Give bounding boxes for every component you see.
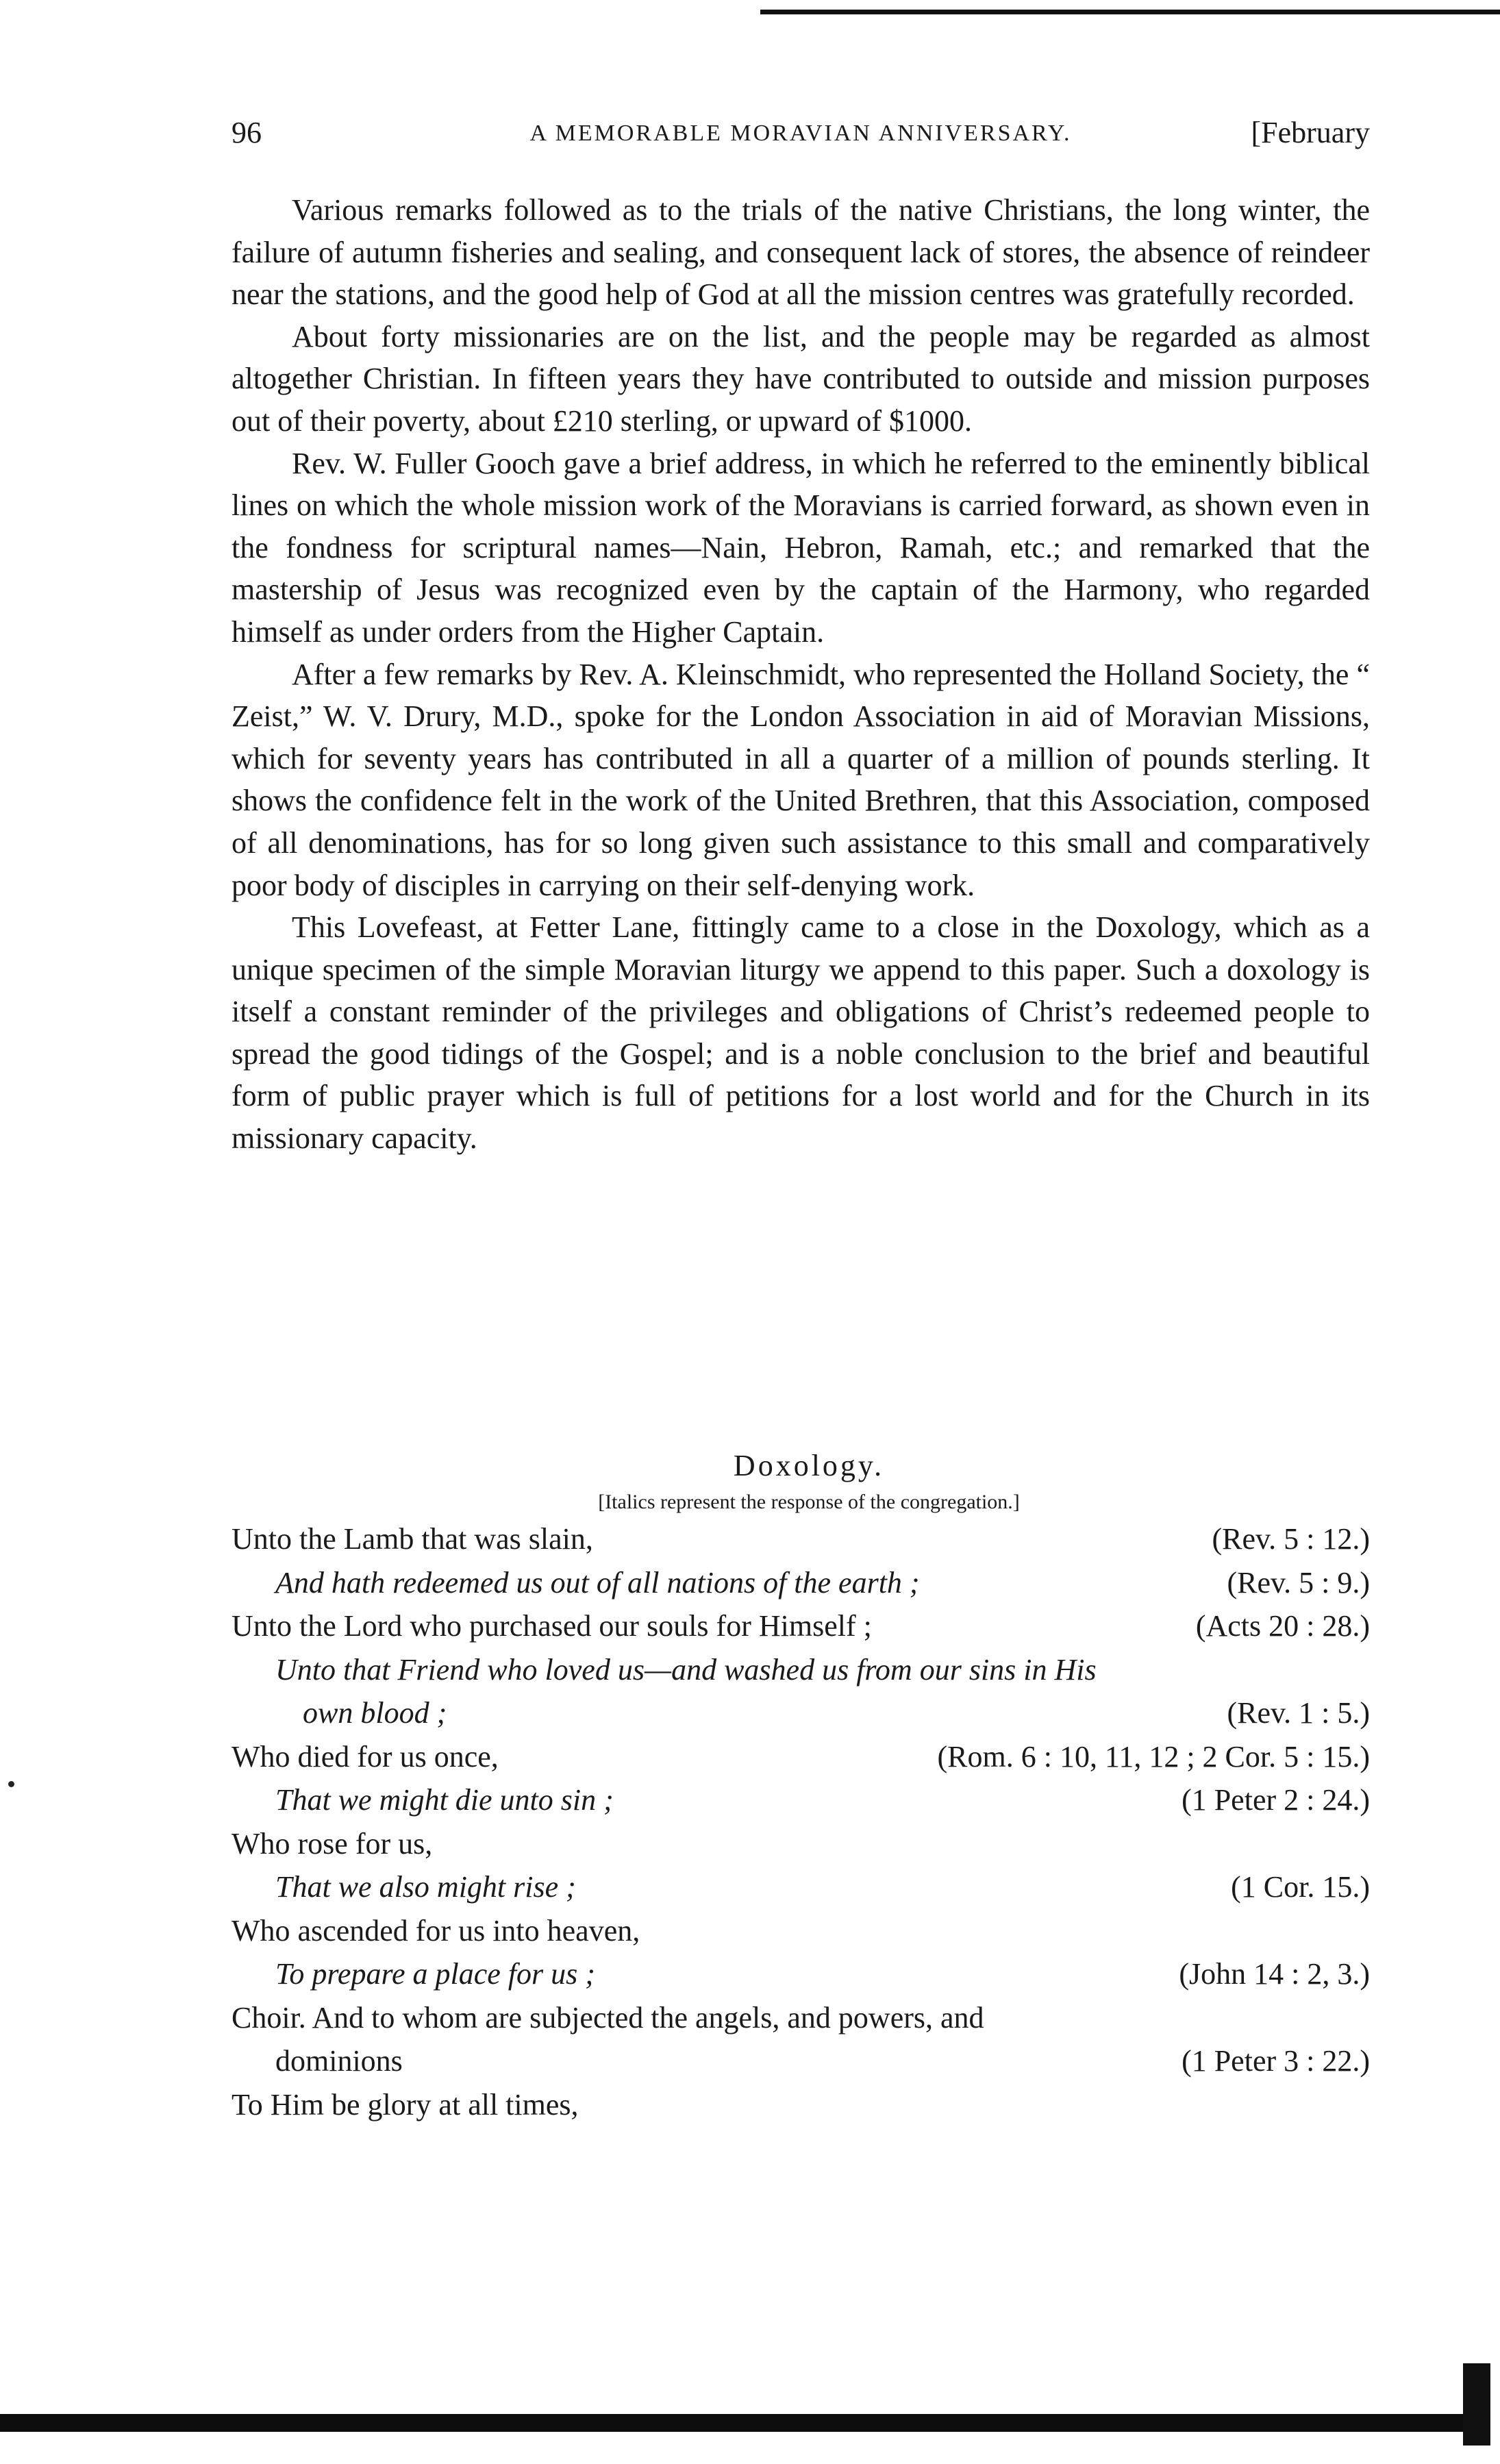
scripture-reference: (Rev. 5 : 12.) bbox=[1212, 1522, 1370, 1556]
scripture-reference: (1 Peter 2 : 24.) bbox=[1182, 1783, 1370, 1817]
doxology-line bbox=[227, 1865, 1370, 1909]
article-body bbox=[232, 189, 1370, 1160]
scripture-reference: (1 Peter 3 : 22.) bbox=[1182, 2044, 1370, 2078]
doxology-line-text: To prepare a place for us ; bbox=[275, 1957, 595, 1991]
doxology-line-text: Unto the Lamb that was slain, bbox=[232, 1522, 593, 1556]
scripture-reference: (Rev. 5 : 9.) bbox=[1227, 1565, 1370, 1600]
scripture-reference: (1 Cor. 15.) bbox=[1231, 1870, 1370, 1904]
doxology-line bbox=[227, 2039, 1370, 2083]
doxology-line-text: Who rose for us, bbox=[232, 1826, 433, 1861]
doxology-line-text: To Him be glory at all times, bbox=[232, 2087, 579, 2121]
paragraph: About forty missionaries are on the list, and the people may be regarded as almost altogether Christian. In fifteen years they have contributed to outside and mission purposes out of their poverty, about £210 sterling, or upward of $1000. bbox=[232, 319, 1370, 438]
doxology-line-text: Unto that Friend who loved us—and washed us from our sins in His bbox=[275, 1652, 1097, 1687]
paragraph: After a few remarks by Rev. A. Kleinschmidt, who represented the Holland Society, the “ Zeist,” W. V. Drury, M.D., spoke for the London Association in aid of Moravian Missions, which for seventy years has contributed in all a quarter of a million of pounds sterling. It shows the confidence felt in the work of the United Brethren, that this Association, composed of all denominations, has for so long given such assistance to this small and comparatively poor body of disciples in carrying on their self-denying work. bbox=[232, 657, 1370, 902]
scripture-reference: (Rom. 6 : 10, 11, 12 ; 2 Cor. 5 : 15.) bbox=[937, 1739, 1370, 1774]
doxology-line-text: That we also might rise ; bbox=[275, 1870, 576, 1904]
doxology-line-text: own blood ; bbox=[303, 1696, 447, 1730]
doxology-line-text: dominions bbox=[275, 2044, 403, 2078]
doxology-line bbox=[227, 1691, 1370, 1735]
scripture-reference: (Rev. 1 : 5.) bbox=[1227, 1696, 1370, 1730]
doxology-line bbox=[227, 1952, 1370, 1996]
margin-mark bbox=[8, 1781, 14, 1787]
doxology-note: [Italics represent the response of the congregation.] bbox=[598, 1491, 1020, 1513]
doxology-section bbox=[227, 1445, 1370, 2126]
doxology-line bbox=[227, 1561, 1370, 1605]
running-header bbox=[232, 115, 1370, 156]
doxology-line-text: And hath redeemed us out of all nations of the earth ; bbox=[275, 1565, 920, 1600]
doxology-line-text: Who ascended for us into heaven, bbox=[232, 1913, 640, 1947]
scripture-reference: (Acts 20 : 28.) bbox=[1195, 1609, 1370, 1643]
paragraph: Various remarks followed as to the trials of the native Christians, the long winter, the failure of autumn fisheries and sealing, and consequent lack of stores, the absence of reindeer near the stations, and the good help of God at all the mission centres was gratefully recorded. bbox=[232, 193, 1370, 312]
doxology-line bbox=[227, 1648, 1370, 1692]
doxology-line bbox=[227, 1822, 1370, 1866]
bottom-edge-rule bbox=[0, 2414, 1486, 2432]
doxology-title: Doxology. bbox=[733, 1449, 885, 1482]
doxology-line bbox=[227, 2083, 1370, 2127]
paragraph: Rev. W. Fuller Gooch gave a brief address, in which he referred to the eminently biblical lines on which the whole mission work of the Moravians is carried forward, as shown even in the fondness for scriptural names—Nain, Hebron, Ramah, etc.; and remarked that the mastership of Jesus was recognized even by the captain of the Harmony, who regarded himself as under orders from the Higher Captain. bbox=[232, 446, 1370, 649]
doxology-line bbox=[227, 1604, 1370, 1648]
page-number: 96 bbox=[232, 116, 262, 149]
doxology-line bbox=[227, 1996, 1370, 2040]
running-title: A MEMORABLE MORAVIAN ANNIVERSARY. bbox=[529, 121, 1072, 146]
doxology-line-text: Unto the Lord who purchased our souls for Himself ; bbox=[232, 1609, 872, 1643]
doxology-lines bbox=[227, 1517, 1370, 2126]
doxology-line bbox=[227, 1909, 1370, 1953]
scripture-reference: (John 14 : 2, 3.) bbox=[1179, 1957, 1370, 1991]
doxology-line-text: Choir. And to whom are subjected the angels, and powers, and bbox=[232, 2000, 984, 2034]
top-edge-rule bbox=[760, 10, 1500, 14]
paragraph: This Lovefeast, at Fetter Lane, fittingly came to a close in the Doxology, which as a unique specimen of the simple Moravian liturgy we append to this paper. Such a doxology is itself a constant reminder of the privileges and obligations of Christ’s redeemed people to spread the good tidings of the Gospel; and is a noble conclusion to the brief and beautiful form of public prayer which is full of petitions for a lost world and for the Church in its missionary capacity. bbox=[232, 910, 1370, 1156]
page-edge-mark bbox=[1463, 2363, 1490, 2446]
doxology-line-text: That we might die unto sin ; bbox=[275, 1783, 614, 1817]
doxology-line bbox=[227, 1735, 1370, 1779]
doxology-line bbox=[227, 1517, 1370, 1561]
header-month: [February bbox=[1251, 116, 1370, 149]
doxology-line bbox=[227, 1778, 1370, 1822]
doxology-line-text: Who died for us once, bbox=[232, 1739, 499, 1774]
